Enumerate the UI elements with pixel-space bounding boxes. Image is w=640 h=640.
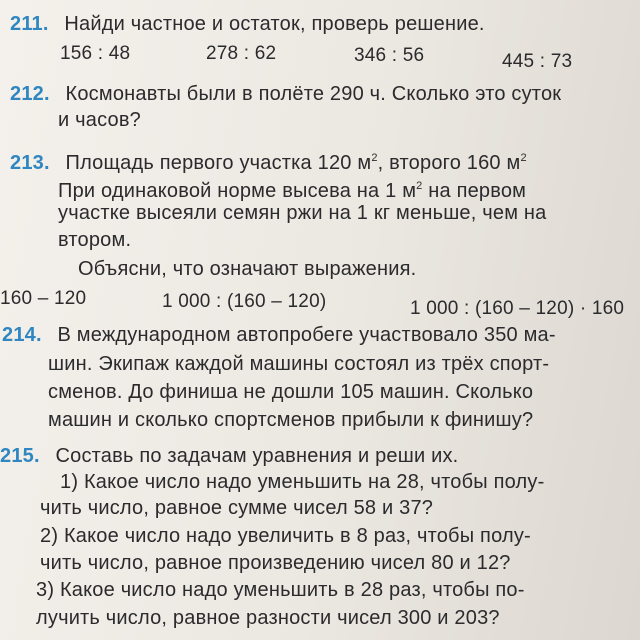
task-212-line: и часов? [58, 109, 141, 131]
task-text: Космонавты были в полёте 290 ч. Сколько это суток [65, 83, 562, 105]
task-212-line [10, 82, 561, 106]
task-215-line [0, 444, 458, 468]
task-213-line: участке высеяли семян ржи на 1 кг меньше, чем на [58, 202, 547, 224]
superscript: 2 [416, 180, 423, 192]
task-211-expression: 346 : 56 [354, 45, 425, 66]
task-text: Площадь первого участка 120 м [65, 152, 372, 174]
task-text: , второго 160 м [377, 152, 521, 174]
task-text: В международном автопробеге участвовало 350 ма- [57, 324, 556, 346]
task-number: 215. [0, 445, 40, 467]
task-text: Найди частное и остаток, проверь решение. [64, 13, 485, 35]
task-text: Составь по задачам уравнения и реши их. [55, 445, 459, 467]
task-number: 211. [10, 13, 49, 35]
task-214-line: шин. Экипаж каждой машины состоял из трёх спорт- [48, 353, 550, 375]
task-213-line [58, 174, 526, 203]
task-215-item: чить число, равное произведению чисел 80 и 12? [40, 552, 511, 574]
task-text: на первом [422, 180, 527, 202]
task-214-line: сменов. До финиша не дошли 105 машин. Сколько [48, 381, 534, 403]
task-213-line: Объясни, что означают выражения. [78, 258, 417, 280]
task-213-line [10, 146, 527, 175]
task-211-expression: 278 : 62 [206, 43, 277, 64]
task-215-item: лучить число, равное разности чисел 300 и 203? [36, 607, 500, 629]
superscript: 2 [371, 152, 378, 164]
task-211-expression: 445 : 73 [502, 51, 573, 72]
task-215-item: 2) Какое число надо увеличить в 8 раз, чтобы полу- [40, 525, 531, 547]
superscript: 2 [520, 152, 527, 164]
task-text: При одинаковой норме высева на 1 м [58, 180, 417, 202]
task-215-item: 3) Какое число надо уменьшить в 28 раз, чтобы по- [36, 579, 525, 601]
task-214-line: машин и сколько спортсменов прибыли к финишу? [48, 409, 534, 431]
task-215-item: 1) Какое число надо уменьшить на 28, чтобы полу- [60, 471, 545, 493]
task-213-line: втором. [58, 229, 132, 251]
task-number: 214. [2, 324, 42, 346]
task-213-expression: 1 000 : (160 – 120) · 160 [410, 298, 625, 319]
task-number: 213. [10, 152, 50, 174]
task-213-expression: 160 – 120 [0, 288, 87, 309]
task-214-line [2, 323, 556, 347]
task-215-item: чить число, равное сумме чисел 58 и 37? [40, 497, 434, 519]
task-number: 212. [10, 83, 50, 105]
task-213-expression: 1 000 : (160 – 120) [162, 291, 327, 312]
task-211-expression: 156 : 48 [60, 43, 131, 64]
task-211-heading [10, 12, 485, 36]
